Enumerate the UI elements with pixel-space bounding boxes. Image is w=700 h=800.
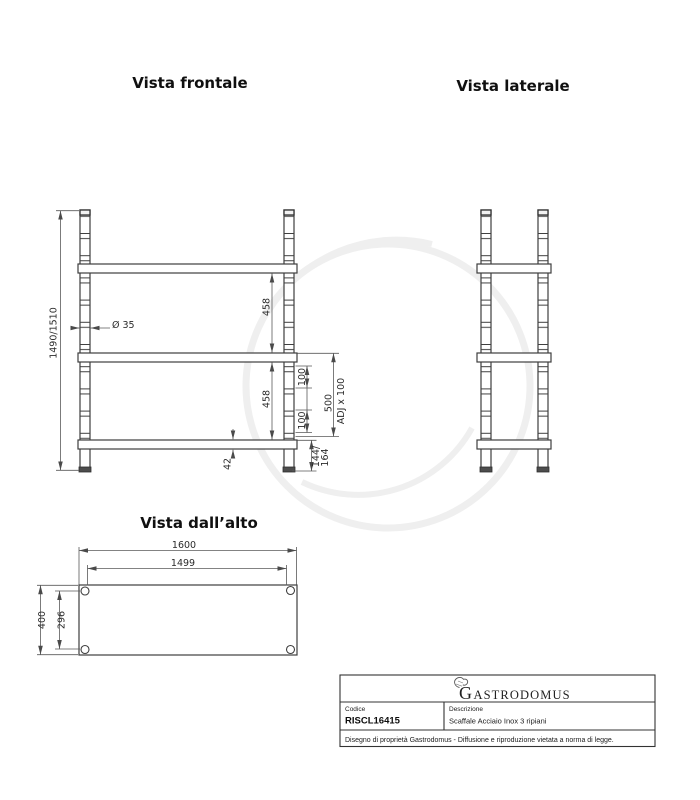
side-shelf-bottom (477, 440, 551, 449)
dim-depth-posts-label: 296 (56, 610, 68, 630)
description-value: Scaffale Acciaio Inox 3 ripiani (449, 716, 547, 726)
side-view-title: Vista laterale (456, 77, 570, 95)
gastrodomus-logo (455, 677, 571, 703)
logo-initial: G (459, 683, 472, 703)
front-right-post-slots (284, 210, 294, 449)
dim-width-posts (88, 558, 287, 586)
side-right-foot (537, 467, 549, 472)
dim-base-height-label-2: 164 (320, 448, 331, 467)
dim-shelf-gap-upper (262, 274, 273, 353)
top-view-shelf-outline (79, 585, 297, 655)
code-value: RISCL16415 (345, 715, 400, 727)
title-block-border (340, 675, 655, 747)
dim-shelf-gap-upper-label: 458 (261, 297, 273, 317)
dim-total-height (49, 211, 80, 471)
top-view (37, 514, 297, 655)
dim-shelf-thickness-label: 42 (222, 457, 234, 471)
top-view-title: Vista dall’alto (140, 514, 258, 532)
dim-pitch-lower-label: 100 (297, 411, 308, 430)
dim-shelf-gap-lower-label: 458 (261, 389, 273, 409)
side-left-post-slots (481, 210, 491, 449)
front-left-foot (79, 467, 91, 472)
top-post-front-left (81, 587, 89, 595)
dim-depth-posts (55, 591, 80, 649)
side-left-foot (480, 467, 492, 472)
side-shelf-top (477, 264, 551, 273)
dim-width-total-label: 1600 (171, 540, 197, 551)
front-left-post-slots (80, 210, 90, 449)
code-label: Codice (345, 706, 366, 713)
dim-base-height-label-1: 144/ (311, 445, 322, 468)
dim-depth-total-label: 400 (37, 610, 48, 630)
dim-adj-note-label: ADJ x 100 (336, 377, 347, 425)
dim-pitch-upper-label: 100 (297, 367, 308, 387)
dim-width-posts-label: 1499 (170, 558, 196, 569)
front-shelf-bottom (78, 440, 297, 449)
dim-pitch-chain (296, 366, 313, 433)
side-right-post-slots (538, 210, 548, 449)
dim-base-height (292, 440, 331, 471)
front-left-post-cap (80, 210, 90, 215)
top-post-back-left (81, 646, 89, 654)
dim-shelf-gap-lower (262, 363, 273, 440)
front-shelf-middle (78, 353, 297, 362)
dim-adj-range-label: 500 (323, 393, 335, 413)
top-post-back-right (287, 646, 295, 654)
dim-total-height-label: 1490/1510 (48, 307, 60, 359)
side-right-post-cap (538, 210, 548, 215)
side-left-post-cap (481, 210, 491, 215)
logo-text: ASTRODOMUS (473, 688, 571, 702)
description-label: Descrizione (449, 706, 483, 713)
dim-tube-diameter-label: Ø 35 (112, 320, 135, 331)
front-shelf-top (78, 264, 297, 273)
side-shelf-middle (477, 353, 551, 362)
legal-notice: Disegno di proprietà Gastrodomus - Diffusione e riproduzione vietata a norma di legge. (345, 737, 614, 744)
front-right-post-cap (284, 210, 294, 215)
front-view-title: Vista frontale (132, 74, 248, 92)
title-block (340, 675, 655, 747)
top-post-front-right (287, 587, 295, 595)
